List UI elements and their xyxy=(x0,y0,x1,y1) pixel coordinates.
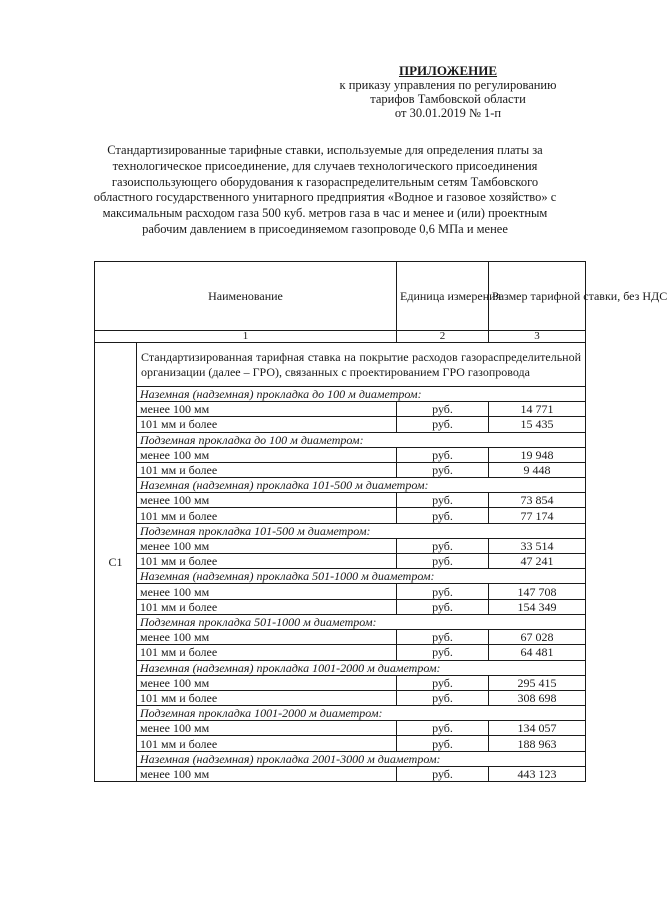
row-name: менее 100 мм xyxy=(137,538,397,553)
row-name: 101 мм и более xyxy=(137,462,397,477)
section-title: Наземная (надземная) прокладка до 100 м диаметром: xyxy=(137,387,586,402)
section-title: Подземная прокладка 501-1000 м диаметром: xyxy=(137,614,586,629)
row-value: 15 435 xyxy=(489,417,586,432)
row-name: менее 100 мм xyxy=(137,493,397,508)
table-row xyxy=(95,402,586,417)
appendix-line-order: к приказу управления по регулированию xyxy=(339,78,557,92)
section-row xyxy=(95,706,586,721)
row-unit: руб. xyxy=(397,766,489,781)
row-value: 73 854 xyxy=(489,493,586,508)
section-title: Наземная (надземная) прокладка 501-1000 м диаметром: xyxy=(137,569,586,584)
row-unit: руб. xyxy=(397,493,489,508)
table-row xyxy=(95,462,586,477)
section-row xyxy=(95,660,586,675)
row-name: менее 100 мм xyxy=(137,766,397,781)
row-name: менее 100 мм xyxy=(137,721,397,736)
header-unit: Единица измерения xyxy=(397,262,489,331)
row-value: 64 481 xyxy=(489,645,586,660)
tariff-table xyxy=(94,261,667,782)
table-row xyxy=(95,538,586,553)
row-value: 14 771 xyxy=(489,402,586,417)
row-value: 33 514 xyxy=(489,538,586,553)
row-name: менее 100 мм xyxy=(137,584,397,599)
table-row xyxy=(95,690,586,705)
row-unit: руб. xyxy=(397,538,489,553)
row-value: 134 057 xyxy=(489,721,586,736)
row-name: 101 мм и более xyxy=(137,508,397,523)
table-row xyxy=(95,645,586,660)
row-unit: руб. xyxy=(397,508,489,523)
appendix-line-authority: тарифов Тамбовской области xyxy=(370,92,526,106)
row-unit: руб. xyxy=(397,584,489,599)
section-row xyxy=(95,614,586,629)
table-row xyxy=(95,417,586,432)
table-row xyxy=(95,554,586,569)
section-row xyxy=(95,751,586,766)
row-value: 67 028 xyxy=(489,629,586,644)
section-title: Наземная (надземная) прокладка 2001-3000 м диаметром: xyxy=(137,751,586,766)
appendix-title: ПРИЛОЖЕНИЕ xyxy=(398,63,498,78)
table-row xyxy=(95,629,586,644)
section-title: Наземная (надземная) прокладка 101-500 м диаметром: xyxy=(137,478,586,493)
row-name: менее 100 мм xyxy=(137,402,397,417)
table-row xyxy=(95,675,586,690)
section-row xyxy=(95,432,586,447)
table-row xyxy=(95,493,586,508)
table-row xyxy=(95,447,586,462)
row-name: менее 100 мм xyxy=(137,629,397,644)
document-heading: Стандартизированные тарифные ставки, используемые для определения платы за технологическое присоединение, для случаев технологического присоединения газоиспользующего оборудования к газораспределительным сетям Тамбовского областного государственного унитарного предприятия «Водное и газовое хозяйство» с максимальным расходом газа 500 куб. метров газа в час и менее и (или) проектным рабочим давлением в присоединяемом газопроводе 0,6 МПа и менее xyxy=(93,143,557,236)
row-unit: руб. xyxy=(397,629,489,644)
section-row xyxy=(95,569,586,584)
row-unit: руб. xyxy=(397,554,489,569)
section-row xyxy=(95,387,586,402)
section-title: Подземная прокладка 101-500 м диаметром: xyxy=(137,523,586,538)
table-header-row xyxy=(95,262,586,331)
section-title: Подземная прокладка 1001-2000 м диаметром: xyxy=(137,706,586,721)
row-unit: руб. xyxy=(397,645,489,660)
column-number-2: 2 xyxy=(397,331,489,343)
column-number-1: 1 xyxy=(95,331,397,343)
tariff-code: С1 xyxy=(95,343,137,782)
row-unit: руб. xyxy=(397,599,489,614)
header-name: Наименование xyxy=(95,262,397,331)
row-value: 308 698 xyxy=(489,690,586,705)
row-value: 47 241 xyxy=(489,554,586,569)
row-unit: руб. xyxy=(397,402,489,417)
row-unit: руб. xyxy=(397,462,489,477)
row-value: 154 349 xyxy=(489,599,586,614)
table-row xyxy=(95,508,586,523)
table-row xyxy=(95,721,586,736)
row-unit: руб. xyxy=(397,675,489,690)
row-name: 101 мм и более xyxy=(137,690,397,705)
row-name: 101 мм и более xyxy=(137,736,397,751)
table-row xyxy=(95,584,586,599)
row-value: 295 415 xyxy=(489,675,586,690)
row-unit: руб. xyxy=(397,417,489,432)
row-name: 101 мм и более xyxy=(137,554,397,569)
row-value: 188 963 xyxy=(489,736,586,751)
row-name: 101 мм и более xyxy=(137,417,397,432)
header-rate: Размер тарифной ставки, без НДС xyxy=(489,262,586,331)
section-row xyxy=(95,478,586,493)
table-row xyxy=(95,766,586,781)
row-value: 147 708 xyxy=(489,584,586,599)
row-name: 101 мм и более xyxy=(137,599,397,614)
section-title: Наземная (надземная) прокладка 1001-2000 м диаметром: xyxy=(137,660,586,675)
row-name: 101 мм и более xyxy=(137,645,397,660)
row-unit: руб. xyxy=(397,721,489,736)
row-name: менее 100 мм xyxy=(137,675,397,690)
section-row xyxy=(95,523,586,538)
tariff-intro: Стандартизированная тарифная ставка на покрытие расходов газораспределительной организации (далее – ГРО), связанных с проектированием ГРО газопровода xyxy=(137,343,586,387)
row-value: 77 174 xyxy=(489,508,586,523)
column-number-row xyxy=(95,331,586,343)
row-value: 19 948 xyxy=(489,447,586,462)
appendix-line-date: от 30.01.2019 № 1-п xyxy=(394,106,502,120)
column-number-3: 3 xyxy=(489,331,586,343)
table-row xyxy=(95,736,586,751)
intro-row xyxy=(95,343,586,387)
row-value: 443 123 xyxy=(489,766,586,781)
row-unit: руб. xyxy=(397,447,489,462)
section-title: Подземная прокладка до 100 м диаметром: xyxy=(137,432,586,447)
row-unit: руб. xyxy=(397,690,489,705)
table-row xyxy=(95,599,586,614)
appendix-block xyxy=(318,64,578,120)
row-value: 9 448 xyxy=(489,462,586,477)
row-name: менее 100 мм xyxy=(137,447,397,462)
row-unit: руб. xyxy=(397,736,489,751)
